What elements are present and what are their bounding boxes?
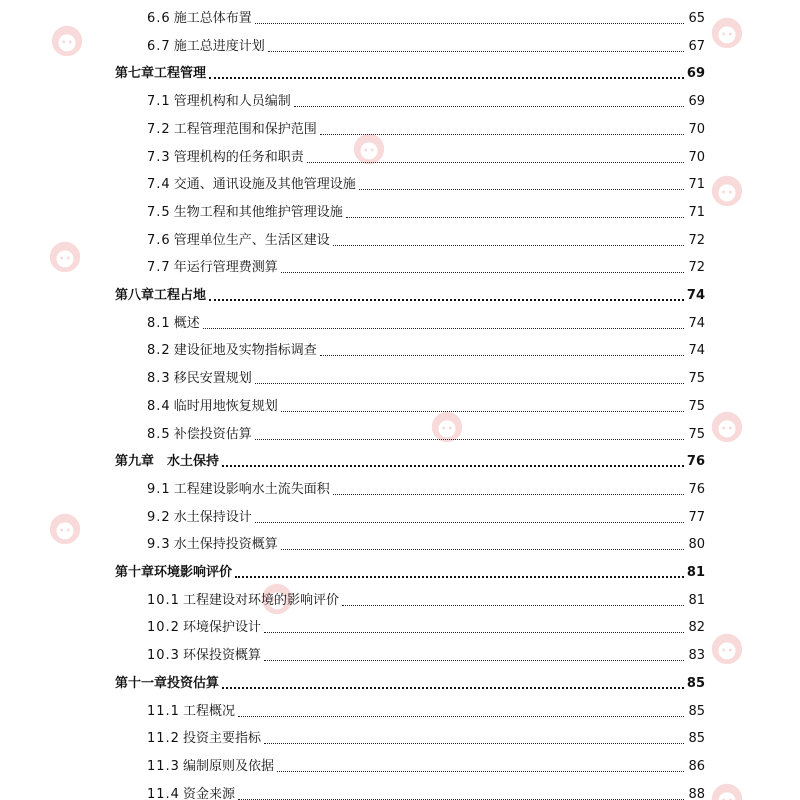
toc-entry-title: 工程概况 bbox=[182, 703, 235, 719]
toc-entry-title: 环保投资概算 bbox=[182, 648, 261, 664]
toc-page-number: 85 bbox=[686, 675, 705, 691]
toc-entry-title: 概述 bbox=[173, 315, 200, 331]
toc-dot-leader bbox=[281, 410, 684, 412]
toc-entry-title: 建设征地及实物指标调查 bbox=[173, 343, 317, 359]
toc-dot-leader bbox=[203, 327, 684, 329]
toc-section-entry[interactable] bbox=[147, 723, 705, 747]
toc-section-entry[interactable] bbox=[147, 779, 705, 800]
toc-section-entry[interactable] bbox=[147, 474, 705, 498]
toc-entry-number: 7.1 bbox=[147, 94, 171, 110]
toc-section-entry[interactable] bbox=[147, 225, 705, 249]
toc-section-entry[interactable] bbox=[147, 696, 705, 720]
toc-section-entry[interactable] bbox=[147, 335, 705, 359]
watermark-logo-icon bbox=[708, 780, 746, 800]
toc-entry-title: 第八章工程占地 bbox=[115, 288, 207, 303]
toc-dot-leader bbox=[268, 50, 684, 52]
toc-entry-number: 8.5 bbox=[147, 426, 171, 442]
toc-dot-leader bbox=[333, 493, 684, 495]
toc-section-entry[interactable] bbox=[147, 308, 705, 332]
toc-dot-leader bbox=[238, 715, 684, 717]
toc-page-number: 74 bbox=[688, 315, 705, 331]
toc-page-number: 86 bbox=[688, 758, 705, 774]
toc-page-number: 82 bbox=[688, 620, 705, 636]
watermark-logo-icon bbox=[708, 14, 746, 50]
toc-dot-leader bbox=[277, 770, 684, 772]
toc-page-number: 75 bbox=[688, 426, 705, 442]
toc-entry-title: 编制原则及依据 bbox=[182, 758, 274, 774]
toc-entry-number: 8.3 bbox=[147, 371, 171, 387]
toc-entry-title: 生物工程和其他维护管理设施 bbox=[173, 204, 343, 220]
toc-entry-number: 6.7 bbox=[147, 38, 171, 54]
toc-page-number: 69 bbox=[688, 94, 705, 110]
toc-dot-leader bbox=[222, 464, 684, 467]
toc-entry-number: 11.1 bbox=[147, 703, 180, 719]
toc-entry-number: 8.1 bbox=[147, 315, 171, 331]
toc-section-entry[interactable] bbox=[147, 391, 705, 415]
toc-section-entry[interactable] bbox=[147, 751, 705, 775]
toc-dot-leader bbox=[359, 188, 684, 190]
toc-dot-leader bbox=[235, 575, 684, 578]
toc-page-number: 69 bbox=[686, 66, 705, 82]
watermark-logo-icon bbox=[46, 510, 84, 546]
toc-entry-number: 11.2 bbox=[147, 731, 180, 747]
toc-entry-number: 7.7 bbox=[147, 260, 171, 276]
toc-section-entry[interactable] bbox=[147, 419, 705, 443]
toc-page-number: 85 bbox=[688, 731, 705, 747]
toc-dot-leader bbox=[281, 548, 684, 550]
toc-entry-title: 第十章环境影响评价 bbox=[115, 565, 233, 580]
watermark-logo-icon bbox=[708, 172, 746, 208]
toc-entry-title: 第七章工程管理 bbox=[115, 66, 207, 82]
toc-dot-leader bbox=[222, 686, 684, 689]
toc-section-entry[interactable] bbox=[147, 252, 705, 276]
toc-page-number: 74 bbox=[686, 288, 705, 303]
watermark-logo-icon bbox=[48, 22, 86, 58]
toc-section-entry[interactable] bbox=[147, 640, 705, 664]
toc-page-number: 77 bbox=[688, 509, 705, 525]
toc-section-entry[interactable] bbox=[147, 529, 705, 553]
toc-page-number: 81 bbox=[686, 565, 705, 580]
toc-dot-leader bbox=[294, 105, 684, 107]
toc-entry-number: 10.3 bbox=[147, 648, 180, 664]
toc-entry-number: 10.1 bbox=[147, 592, 180, 608]
toc-chapter-entry[interactable] bbox=[115, 668, 705, 692]
toc-entry-title: 第九章 水土保持 bbox=[115, 454, 220, 470]
toc-entry-number: 10.2 bbox=[147, 620, 180, 636]
toc-dot-leader bbox=[255, 438, 684, 440]
toc-entry-title: 管理机构和人员编制 bbox=[173, 94, 291, 110]
toc-entry-title: 资金来源 bbox=[182, 786, 235, 800]
toc-page-number: 80 bbox=[688, 537, 705, 553]
toc-entry-title: 投资主要指标 bbox=[182, 731, 261, 747]
toc-entry-title: 水土保持投资概算 bbox=[173, 537, 278, 553]
watermark-logo-icon bbox=[46, 238, 84, 274]
toc-section-entry[interactable] bbox=[147, 612, 705, 636]
toc-entry-number: 7.2 bbox=[147, 121, 171, 137]
toc-page-number: 72 bbox=[688, 232, 705, 248]
toc-section-entry[interactable] bbox=[147, 142, 705, 166]
toc-page-number: 83 bbox=[688, 648, 705, 664]
toc-entry-number: 9.1 bbox=[147, 481, 171, 497]
toc-section-entry[interactable] bbox=[147, 31, 705, 55]
toc-page-number: 75 bbox=[688, 371, 705, 387]
toc-dot-leader bbox=[264, 631, 684, 633]
toc-page-number: 81 bbox=[688, 592, 705, 608]
toc-page-number: 67 bbox=[688, 38, 705, 54]
toc-dot-leader bbox=[238, 798, 684, 800]
toc-dot-leader bbox=[255, 22, 684, 24]
watermark-logo-icon bbox=[708, 630, 746, 666]
toc-section-entry[interactable] bbox=[147, 86, 705, 110]
watermark-logo-icon bbox=[708, 408, 746, 444]
toc-entry-number: 11.3 bbox=[147, 758, 180, 774]
toc-entry-title: 施工总体布置 bbox=[173, 11, 252, 26]
toc-page-number: 70 bbox=[688, 121, 705, 137]
toc-dot-leader bbox=[346, 216, 684, 218]
toc-entry-title: 补偿投资估算 bbox=[173, 426, 252, 442]
toc-section-entry[interactable] bbox=[147, 169, 705, 193]
toc-dot-leader bbox=[264, 659, 684, 661]
toc-entry-title: 水土保持设计 bbox=[173, 509, 252, 525]
toc-page-number: 75 bbox=[688, 398, 705, 414]
toc-entry-title: 年运行管理费测算 bbox=[173, 260, 278, 276]
toc-entry-number: 9.3 bbox=[147, 537, 171, 553]
toc-page-number: 88 bbox=[688, 786, 705, 800]
toc-section-entry[interactable] bbox=[147, 585, 705, 609]
toc-page-number: 72 bbox=[688, 260, 705, 276]
toc-page-number: 70 bbox=[688, 149, 705, 165]
toc-section-entry[interactable] bbox=[147, 502, 705, 526]
toc-dot-leader bbox=[333, 244, 684, 246]
toc-entry-title: 管理单位生产、生活区建设 bbox=[173, 232, 330, 248]
toc-entry-number: 8.2 bbox=[147, 343, 171, 359]
toc-dot-leader bbox=[209, 76, 684, 79]
toc-chapter-entry[interactable] bbox=[115, 280, 705, 304]
toc-entry-title: 临时用地恢复规划 bbox=[173, 398, 278, 414]
toc-entry-number: 7.5 bbox=[147, 204, 171, 220]
toc-page-number: 71 bbox=[688, 177, 705, 193]
toc-page-number: 76 bbox=[686, 454, 705, 470]
toc-entry-number: 8.4 bbox=[147, 398, 171, 414]
toc-chapter-entry[interactable] bbox=[115, 446, 705, 470]
toc-dot-leader bbox=[264, 742, 684, 744]
toc-section-entry[interactable] bbox=[147, 3, 705, 27]
toc-entry-title: 工程管理范围和保护范围 bbox=[173, 121, 317, 137]
toc-entry-title: 移民安置规划 bbox=[173, 371, 252, 387]
toc-dot-leader bbox=[255, 382, 684, 384]
toc-dot-leader bbox=[320, 133, 684, 135]
toc-page-number: 85 bbox=[688, 703, 705, 719]
toc-entry-title: 管理机构的任务和职责 bbox=[173, 149, 304, 165]
toc-page-number: 65 bbox=[688, 11, 705, 26]
toc-entry-number: 11.4 bbox=[147, 786, 180, 800]
toc-page-number: 71 bbox=[688, 204, 705, 220]
toc-page-number: 74 bbox=[688, 343, 705, 359]
toc-entry-title: 环境保护设计 bbox=[182, 620, 261, 636]
toc-dot-leader bbox=[255, 521, 684, 523]
toc-entry-title: 交通、通讯设施及其他管理设施 bbox=[173, 177, 356, 193]
toc-dot-leader bbox=[320, 354, 684, 356]
toc-entry-number: 7.6 bbox=[147, 232, 171, 248]
toc-entry-number: 7.3 bbox=[147, 149, 171, 165]
toc-page-number: 76 bbox=[688, 481, 705, 497]
toc-dot-leader bbox=[209, 298, 684, 301]
toc-chapter-entry[interactable] bbox=[115, 58, 705, 82]
toc-dot-leader bbox=[307, 161, 684, 163]
toc-entry-title: 工程建设影响水土流失面积 bbox=[173, 481, 330, 497]
toc-entry-number: 9.2 bbox=[147, 509, 171, 525]
toc-entry-title: 施工总进度计划 bbox=[173, 38, 265, 54]
toc-section-entry[interactable] bbox=[147, 363, 705, 387]
toc-dot-leader bbox=[281, 271, 684, 273]
toc-chapter-entry[interactable] bbox=[115, 557, 705, 581]
toc-entry-number: 7.4 bbox=[147, 177, 171, 193]
toc-section-entry[interactable] bbox=[147, 197, 705, 221]
toc-entry-number: 6.6 bbox=[147, 11, 171, 26]
toc-entry-title: 第十一章投资估算 bbox=[115, 675, 220, 691]
toc-entry-title: 工程建设对环境的影响评价 bbox=[182, 592, 339, 608]
toc-section-entry[interactable] bbox=[147, 114, 705, 138]
toc-dot-leader bbox=[342, 604, 684, 606]
